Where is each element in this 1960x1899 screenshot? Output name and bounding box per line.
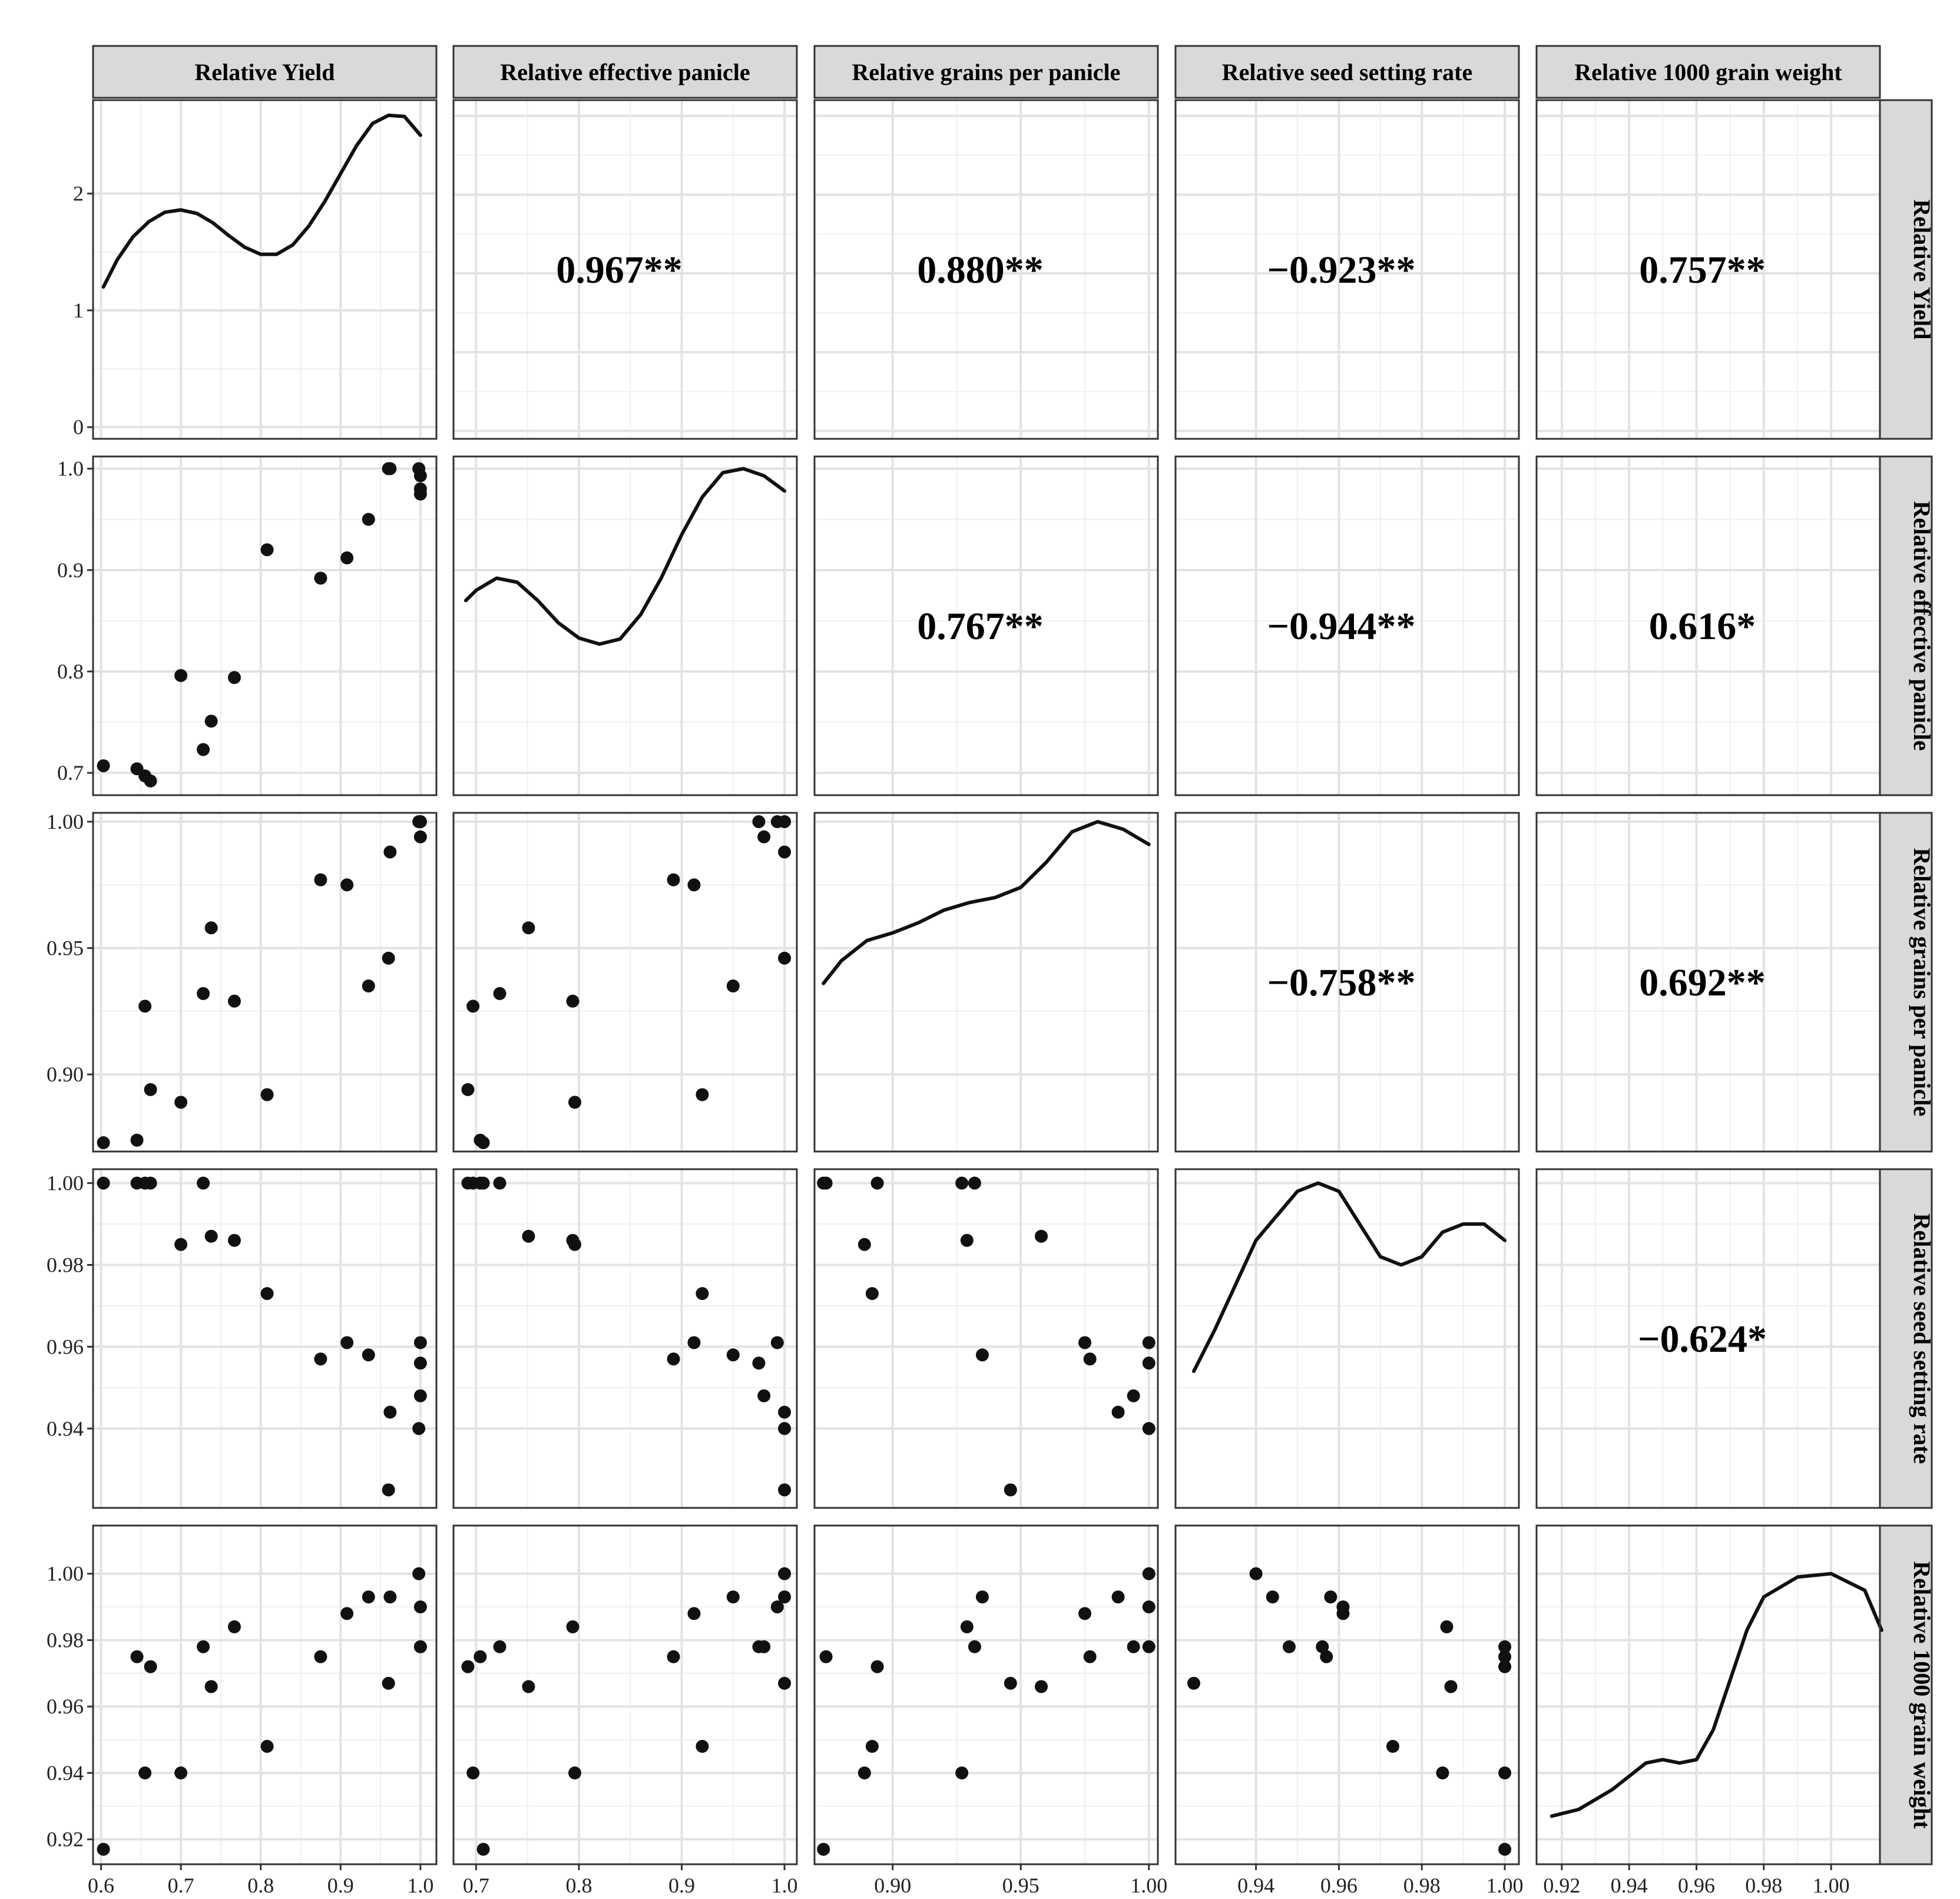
data-point: [1283, 1640, 1296, 1653]
data-point: [667, 1352, 680, 1365]
x-tick-label: 0.98: [1745, 1874, 1783, 1897]
column-strip-label: Relative 1000 grain weight: [1574, 59, 1842, 85]
data-point: [976, 1348, 989, 1361]
data-point: [687, 1607, 700, 1620]
data-point: [757, 831, 770, 843]
data-point: [1035, 1230, 1048, 1243]
data-point: [414, 815, 427, 828]
data-point: [382, 1483, 395, 1496]
data-point: [1112, 1590, 1125, 1603]
data-point: [261, 1287, 274, 1300]
data-point: [955, 1766, 968, 1779]
data-point: [522, 1230, 535, 1243]
data-point: [144, 1177, 157, 1190]
panel-r4-c4: [1537, 1526, 1882, 1864]
x-tick-label: 0.8: [247, 1874, 274, 1897]
data-point: [314, 572, 327, 585]
data-point: [568, 1766, 581, 1779]
column-strip-label: Relative seed setting rate: [1221, 59, 1473, 85]
data-point: [727, 1590, 740, 1603]
data-point: [752, 1640, 765, 1653]
row-strip-label: Relative 1000 grain weight: [1909, 1561, 1935, 1829]
data-point: [205, 714, 218, 727]
data-point: [1127, 1640, 1140, 1653]
data-point: [771, 1600, 784, 1613]
data-point: [97, 759, 110, 772]
panel-r3-c3: [1176, 1169, 1519, 1508]
panel-r2-c1: [453, 813, 797, 1152]
y-tick-label: 0.7: [57, 761, 84, 785]
data-point: [205, 921, 218, 934]
data-point: [340, 1336, 353, 1349]
data-point: [727, 980, 740, 992]
data-point: [383, 846, 396, 859]
y-tick-label: 0.96: [47, 1335, 84, 1359]
data-point: [1250, 1567, 1263, 1580]
data-point: [976, 1590, 989, 1603]
x-tick-label: 0.98: [1403, 1874, 1441, 1897]
data-point: [414, 469, 427, 482]
x-tick-label: 0.90: [874, 1874, 912, 1897]
panel-r3-c2: [815, 1169, 1158, 1508]
row-strip-label: Relative Yield: [1909, 199, 1935, 340]
data-point: [1336, 1600, 1349, 1613]
data-point: [961, 1234, 974, 1247]
data-point: [1143, 1422, 1156, 1435]
data-point: [261, 1088, 274, 1101]
panel-r3-c0: [93, 1169, 436, 1508]
data-point: [174, 669, 187, 682]
x-tick-label: 0.96: [1677, 1874, 1715, 1897]
data-point: [961, 1620, 974, 1633]
column-strip-label: Relative effective panicle: [500, 59, 750, 85]
data-point: [1112, 1406, 1125, 1419]
data-point: [757, 1389, 770, 1402]
data-point: [866, 1740, 879, 1753]
row-strip-label: Relative grains per panicle: [1909, 848, 1935, 1117]
data-point: [696, 1287, 708, 1300]
panel-r4-c1: [453, 1526, 797, 1864]
panel-r3-c1: [453, 1169, 797, 1508]
data-point: [1266, 1590, 1279, 1603]
data-point: [174, 1096, 187, 1109]
data-point: [1127, 1389, 1140, 1402]
data-point: [778, 846, 791, 859]
y-tick-label: 0.94: [47, 1761, 84, 1785]
data-point: [696, 1088, 708, 1101]
data-point: [205, 1680, 218, 1693]
data-point: [1084, 1650, 1097, 1663]
data-point: [1143, 1336, 1156, 1349]
data-point: [1004, 1483, 1017, 1496]
y-tick-label: 2: [73, 181, 84, 206]
data-point: [1078, 1336, 1091, 1349]
column-strip-label: Relative Yield: [194, 59, 335, 85]
data-point: [1386, 1740, 1399, 1753]
data-point: [1035, 1680, 1048, 1693]
x-tick-label: 0.8: [565, 1874, 592, 1897]
correlation-label-r2-c4: 0.692**: [1639, 961, 1766, 1004]
data-point: [228, 1234, 241, 1247]
data-point: [144, 1083, 157, 1096]
correlation-label-r1-c4: 0.616*: [1648, 605, 1756, 648]
data-point: [97, 1177, 110, 1190]
row-strip-relative-effective-panicle: [1880, 456, 1935, 795]
data-point: [362, 1348, 375, 1361]
data-point: [871, 1177, 884, 1190]
data-point: [1316, 1640, 1329, 1653]
data-point: [382, 952, 395, 965]
data-point: [461, 1177, 474, 1190]
x-tick-label: 1.00: [1486, 1874, 1524, 1897]
data-point: [314, 1650, 327, 1663]
column-strip-relative-effective-panicle: [453, 46, 797, 98]
data-point: [778, 1406, 791, 1419]
x-tick-label: 0.94: [1237, 1874, 1275, 1897]
x-tick-label: 0.94: [1610, 1874, 1648, 1897]
data-point: [1004, 1677, 1017, 1690]
data-point: [522, 921, 535, 934]
x-tick-label: 1.00: [1130, 1874, 1168, 1897]
data-point: [752, 815, 765, 828]
data-point: [522, 1680, 535, 1693]
data-point: [494, 1177, 506, 1190]
data-point: [362, 980, 375, 992]
data-point: [340, 551, 353, 564]
panel-r1-c1: [453, 456, 797, 795]
x-tick-label: 0.9: [668, 1874, 696, 1897]
data-point: [382, 1677, 395, 1690]
data-point: [414, 1640, 427, 1653]
data-point: [144, 1660, 157, 1673]
x-tick-label: 0.7: [462, 1874, 489, 1897]
data-point: [866, 1287, 879, 1300]
data-point: [1187, 1677, 1200, 1690]
data-point: [461, 1660, 474, 1673]
data-point: [197, 1640, 210, 1653]
data-point: [138, 1000, 151, 1013]
data-point: [261, 543, 274, 556]
data-point: [1498, 1660, 1511, 1673]
row-strip-relative-seed-setting-rate: [1880, 1169, 1935, 1508]
data-point: [1143, 1600, 1156, 1613]
data-point: [131, 1650, 144, 1663]
y-tick-label: 0.9: [57, 558, 84, 582]
correlation-label-r1-c2: 0.767**: [917, 605, 1044, 648]
correlation-label-r0-c2: 0.880**: [917, 249, 1044, 292]
column-strip-label: Relative grains per panicle: [852, 59, 1121, 85]
data-point: [820, 1650, 833, 1663]
data-point: [362, 513, 375, 526]
data-point: [1498, 1766, 1511, 1779]
data-point: [687, 878, 700, 891]
data-point: [97, 1136, 110, 1149]
data-point: [1078, 1607, 1091, 1620]
panel-r1-c0: [93, 456, 436, 795]
data-point: [687, 1336, 700, 1349]
y-tick-label: 0.8: [57, 659, 84, 683]
row-strip-label: Relative effective panicle: [1909, 501, 1935, 751]
correlation-label-r0-c3: −0.923**: [1267, 249, 1416, 292]
x-tick-label: 1.00: [1812, 1874, 1850, 1897]
data-point: [228, 671, 241, 684]
panel-r4-c3: [1176, 1526, 1519, 1864]
data-point: [174, 1238, 187, 1251]
y-tick-label: 1.0: [57, 456, 84, 481]
data-point: [383, 462, 396, 475]
data-point: [197, 1177, 210, 1190]
data-point: [383, 1590, 396, 1603]
x-tick-label: 0.6: [88, 1874, 115, 1897]
correlation-label-r3-c4: −0.624*: [1637, 1318, 1767, 1361]
x-tick-label: 0.9: [327, 1874, 354, 1897]
data-point: [778, 952, 791, 965]
data-point: [1440, 1620, 1453, 1633]
data-point: [474, 1650, 486, 1663]
data-point: [871, 1660, 884, 1673]
data-point: [228, 1620, 241, 1633]
row-strip-relative-yield: [1880, 100, 1935, 439]
column-strip-relative-1000-grain-weight: [1537, 46, 1880, 98]
y-tick-label: 0.98: [47, 1628, 84, 1652]
data-point: [97, 1843, 110, 1856]
data-point: [968, 1177, 981, 1190]
x-tick-label: 0.7: [167, 1874, 194, 1897]
y-tick-label: 0.94: [47, 1417, 84, 1441]
y-tick-label: 0.92: [47, 1827, 84, 1851]
data-point: [1084, 1352, 1097, 1365]
data-point: [820, 1177, 833, 1190]
panel-r4-c0: [93, 1526, 436, 1864]
y-tick-label: 0.98: [47, 1253, 84, 1277]
data-point: [205, 1230, 218, 1243]
data-point: [138, 1766, 151, 1779]
data-point: [1498, 1843, 1511, 1856]
y-tick-label: 1: [73, 298, 84, 322]
data-point: [566, 995, 579, 1008]
data-point: [197, 987, 210, 1000]
data-point: [778, 1483, 791, 1496]
correlation-label-r2-c3: −0.758**: [1267, 961, 1416, 1004]
data-point: [461, 1083, 474, 1096]
data-point: [340, 878, 353, 891]
data-point: [1143, 1640, 1156, 1653]
data-point: [778, 1422, 791, 1435]
data-point: [414, 1336, 427, 1349]
row-strip-label: Relative seed setting rate: [1909, 1213, 1935, 1464]
panel-r0-c0: [93, 100, 436, 439]
data-point: [494, 1640, 506, 1653]
row-strip-relative-1000-grain-weight: [1880, 1526, 1935, 1864]
data-point: [314, 874, 327, 886]
data-point: [494, 987, 506, 1000]
data-point: [144, 775, 157, 788]
data-point: [1498, 1640, 1511, 1653]
data-point: [778, 1677, 791, 1690]
data-point: [1445, 1680, 1458, 1693]
data-point: [414, 1357, 427, 1369]
correlation-label-r1-c3: −0.944**: [1267, 605, 1416, 648]
panel-r2-c0: [93, 813, 436, 1152]
y-tick-label: 0.96: [47, 1695, 84, 1719]
y-tick-label: 0: [73, 415, 84, 439]
data-point: [197, 743, 210, 756]
row-strip-relative-grains-per-panicle: [1880, 813, 1935, 1152]
data-point: [1324, 1590, 1337, 1603]
data-point: [314, 1352, 327, 1365]
column-strip-relative-yield: [93, 46, 436, 98]
data-point: [667, 1650, 680, 1663]
data-point: [1143, 1567, 1156, 1580]
data-point: [968, 1640, 981, 1653]
panel-r2-c2: [815, 813, 1158, 1152]
data-point: [412, 1422, 425, 1435]
data-point: [474, 1134, 486, 1147]
data-point: [362, 1590, 375, 1603]
y-tick-label: 0.95: [47, 936, 84, 960]
data-point: [667, 874, 680, 886]
data-point: [477, 1843, 490, 1856]
data-point: [727, 1348, 740, 1361]
correlation-label-r0-c4: 0.757**: [1639, 249, 1766, 292]
x-tick-label: 1.0: [407, 1874, 434, 1897]
y-tick-label: 0.90: [47, 1063, 84, 1087]
data-point: [340, 1607, 353, 1620]
y-tick-label: 1.00: [47, 1561, 84, 1586]
data-point: [771, 1336, 784, 1349]
data-point: [955, 1177, 968, 1190]
data-point: [858, 1238, 871, 1251]
x-tick-label: 0.92: [1543, 1874, 1581, 1897]
column-strip-relative-seed-setting-rate: [1176, 46, 1519, 98]
data-point: [568, 1096, 581, 1109]
data-point: [414, 831, 427, 843]
data-point: [566, 1620, 579, 1633]
data-point: [414, 1600, 427, 1613]
data-point: [778, 1567, 791, 1580]
data-point: [566, 1234, 579, 1247]
data-point: [817, 1843, 830, 1856]
data-point: [1436, 1766, 1449, 1779]
data-point: [414, 1389, 427, 1402]
data-point: [1143, 1357, 1156, 1369]
correlation-label-r0-c1: 0.967**: [556, 249, 683, 292]
data-point: [131, 1134, 144, 1147]
data-point: [696, 1740, 708, 1753]
data-point: [858, 1766, 871, 1779]
y-tick-label: 1.00: [47, 810, 84, 834]
data-point: [771, 815, 784, 828]
data-point: [752, 1357, 765, 1369]
x-tick-label: 0.95: [1002, 1874, 1039, 1897]
x-tick-label: 1.0: [771, 1874, 798, 1897]
x-tick-label: 0.96: [1320, 1874, 1358, 1897]
y-tick-label: 1.00: [47, 1171, 84, 1195]
data-point: [414, 488, 427, 501]
data-point: [383, 1406, 396, 1419]
data-point: [261, 1740, 274, 1753]
data-point: [228, 995, 241, 1008]
data-point: [174, 1766, 187, 1779]
data-point: [466, 1766, 479, 1779]
column-strip-relative-grains-per-panicle: [815, 46, 1158, 98]
data-point: [466, 1000, 479, 1013]
data-point: [412, 1567, 425, 1580]
panel-r4-c2: [815, 1526, 1158, 1864]
